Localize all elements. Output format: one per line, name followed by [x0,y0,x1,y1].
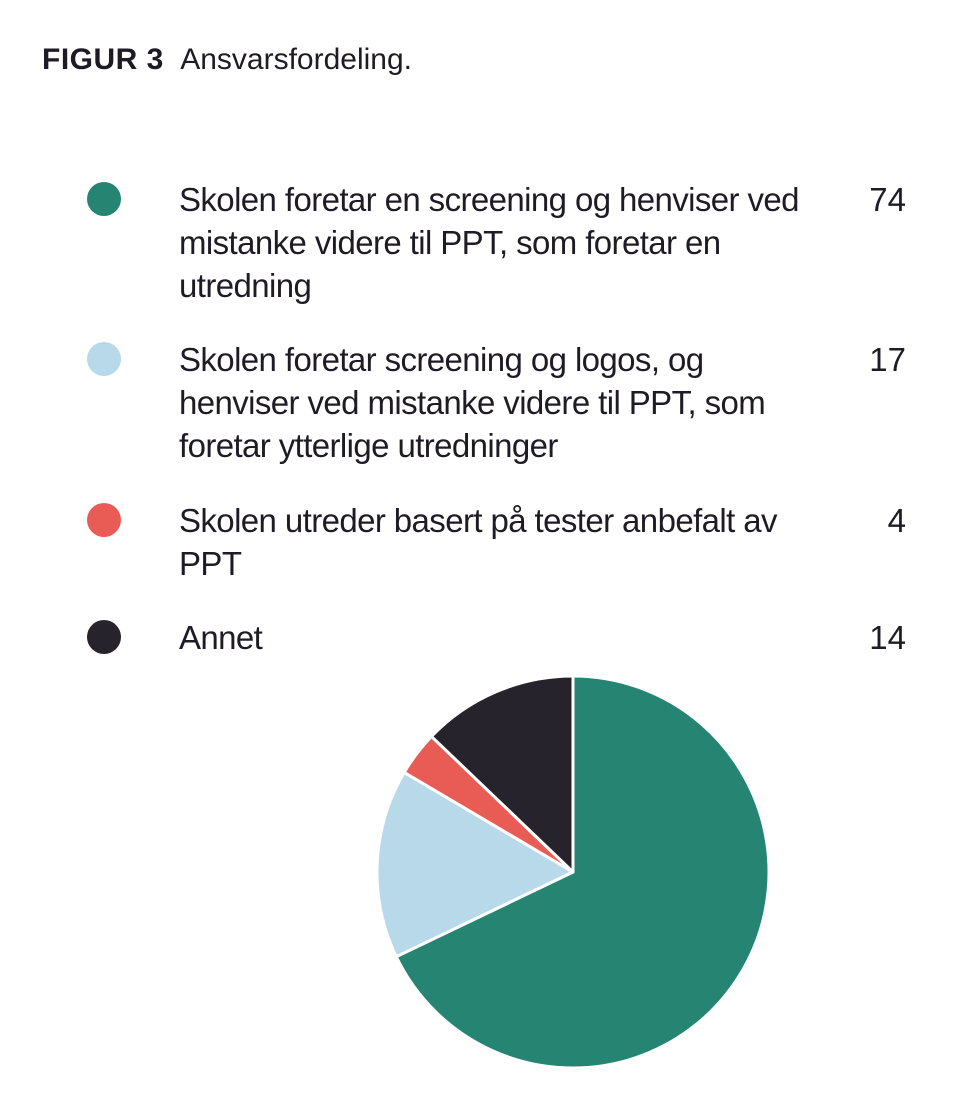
figure-label: FIGUR 3 [42,43,164,76]
legend-label: Skolen utreder basert på tester anbefalt av PPT [179,502,777,582]
legend-value: 74 [869,181,906,218]
legend-value: 4 [887,502,906,539]
legend-label: Skolen foretar en screening og henviser ved mistanke videre til PPT, som foretar en utredning [179,181,799,304]
legend-value: 14 [869,619,906,656]
figure-title: Ansvarsfordeling. [180,43,412,76]
legend-label: Skolen foretar screening og logos, og henviser ved mistanke videre til PPT, som foretar ytterlige utredninger [179,341,766,464]
legend-value: 17 [869,341,906,378]
legend-label: Annet [179,619,263,656]
